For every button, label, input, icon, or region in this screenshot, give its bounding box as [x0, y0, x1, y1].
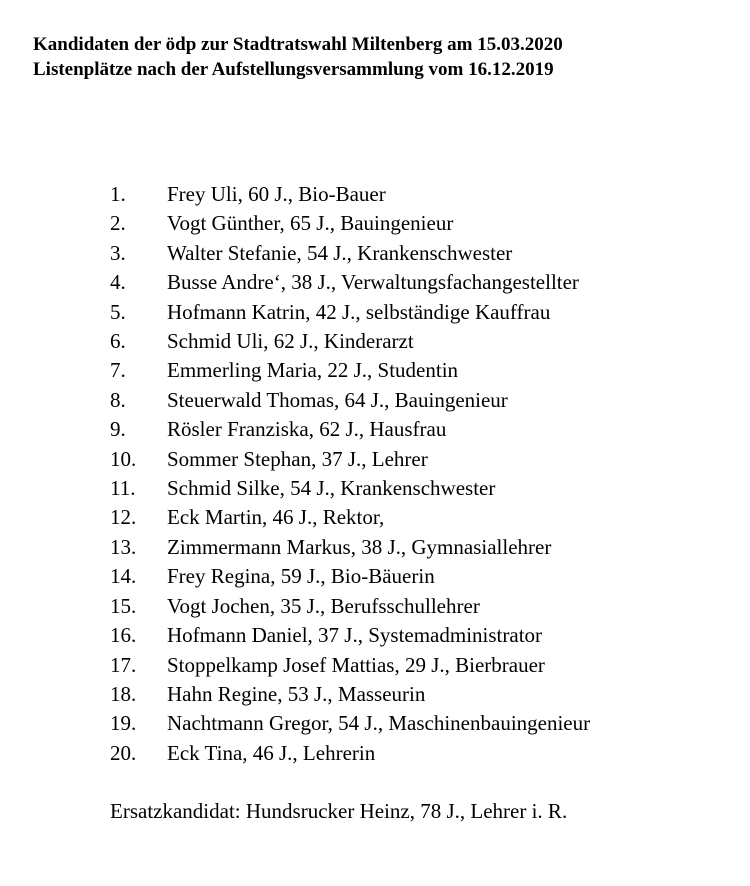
candidate-entry: Busse Andre‘, 38 J., Verwaltungsfachangestellter [167, 270, 579, 295]
candidate-number: 11. [110, 476, 136, 501]
candidate-list [110, 180, 590, 768]
candidate-list-item [110, 209, 590, 238]
candidate-number: 16. [110, 623, 137, 648]
candidate-entry: Hahn Regine, 53 J., Masseurin [167, 681, 426, 706]
candidate-list-item [110, 298, 590, 327]
candidate-list-item [110, 651, 590, 680]
candidate-list-item [110, 503, 590, 532]
candidate-number: 2. [110, 211, 126, 236]
candidate-number: 10. [110, 446, 137, 471]
substitute-candidate: Ersatzkandidat: Hundsrucker Heinz, 78 J., Lehrer i. R. [110, 799, 568, 823]
candidate-number: 7. [110, 358, 126, 383]
candidate-entry: Frey Regina, 59 J., Bio-Bäuerin [167, 564, 435, 589]
candidate-entry: Vogt Jochen, 35 J., Berufsschullehrer [167, 593, 480, 618]
candidate-entry: Walter Stefanie, 54 J., Krankenschwester [167, 240, 513, 265]
candidate-number: 20. [110, 740, 137, 765]
candidate-number: 15. [110, 593, 137, 618]
candidate-list-item [110, 239, 590, 268]
candidate-list-item [110, 709, 590, 738]
heading-line-2: Listenplätze nach der Aufstellungsversammlung vom 16.12.2019 [33, 59, 554, 80]
candidate-entry: Nachtmann Gregor, 54 J., Maschinenbauingenieur [167, 711, 591, 736]
candidate-number: 12. [110, 505, 137, 530]
candidate-number: 1. [110, 182, 126, 206]
candidate-entry: Rösler Franziska, 62 J., Hausfrau [167, 417, 447, 442]
candidate-entry: Hofmann Daniel, 37 J., Systemadministrator [167, 623, 543, 648]
candidate-list-item [110, 533, 590, 562]
candidate-list-item [110, 415, 590, 444]
candidate-number: 19. [110, 711, 137, 736]
candidate-entry: Eck Tina, 46 J., Lehrerin [167, 740, 376, 765]
candidate-number: 17. [110, 652, 137, 677]
candidate-entry: Steuerwald Thomas, 64 J., Bauingenieur [167, 387, 508, 412]
candidate-list-item [110, 739, 590, 768]
candidate-list-item [110, 386, 590, 415]
candidate-number: 18. [110, 681, 137, 706]
candidate-list-item [110, 327, 590, 356]
candidate-entry: Zimmermann Markus, 38 J., Gymnasiallehrer [167, 534, 552, 559]
candidate-number: 14. [110, 564, 137, 589]
candidate-list-item [110, 562, 590, 591]
candidate-number: 3. [110, 240, 126, 265]
candidate-entry: Frey Uli, 60 J., Bio-Bauer [167, 182, 386, 206]
candidate-entry: Vogt Günther, 65 J., Bauingenieur [167, 211, 454, 236]
candidate-list-item [110, 180, 590, 209]
heading-line-1: Kandidaten der ödp zur Stadtratswahl Miltenberg am 15.03.2020 [33, 34, 563, 55]
candidate-number: 8. [110, 387, 126, 412]
candidate-list-item [110, 474, 590, 503]
candidate-number: 6. [110, 329, 126, 354]
candidate-entry: Eck Martin, 46 J., Rektor, [167, 505, 385, 530]
candidate-entry: Hofmann Katrin, 42 J., selbständige Kauffrau [167, 299, 551, 324]
candidate-list-item [110, 356, 590, 385]
candidate-entry: Schmid Uli, 62 J., Kinderarzt [167, 329, 414, 354]
candidate-list-item [110, 680, 590, 709]
candidate-number: 9. [110, 417, 126, 442]
candidate-number: 5. [110, 299, 126, 324]
candidate-entry: Stoppelkamp Josef Mattias, 29 J., Bierbrauer [167, 652, 545, 677]
candidate-list-item [110, 445, 590, 474]
candidate-number: 13. [110, 534, 137, 559]
document-heading [33, 32, 563, 82]
candidate-entry: Sommer Stephan, 37 J., Lehrer [167, 446, 428, 471]
candidate-list-item [110, 621, 590, 650]
candidate-number: 4. [110, 270, 126, 295]
candidate-list-item [110, 268, 590, 297]
candidate-entry: Schmid Silke, 54 J., Krankenschwester [167, 476, 496, 501]
candidate-entry: Emmerling Maria, 22 J., Studentin [167, 358, 459, 383]
candidate-list-item [110, 592, 590, 621]
